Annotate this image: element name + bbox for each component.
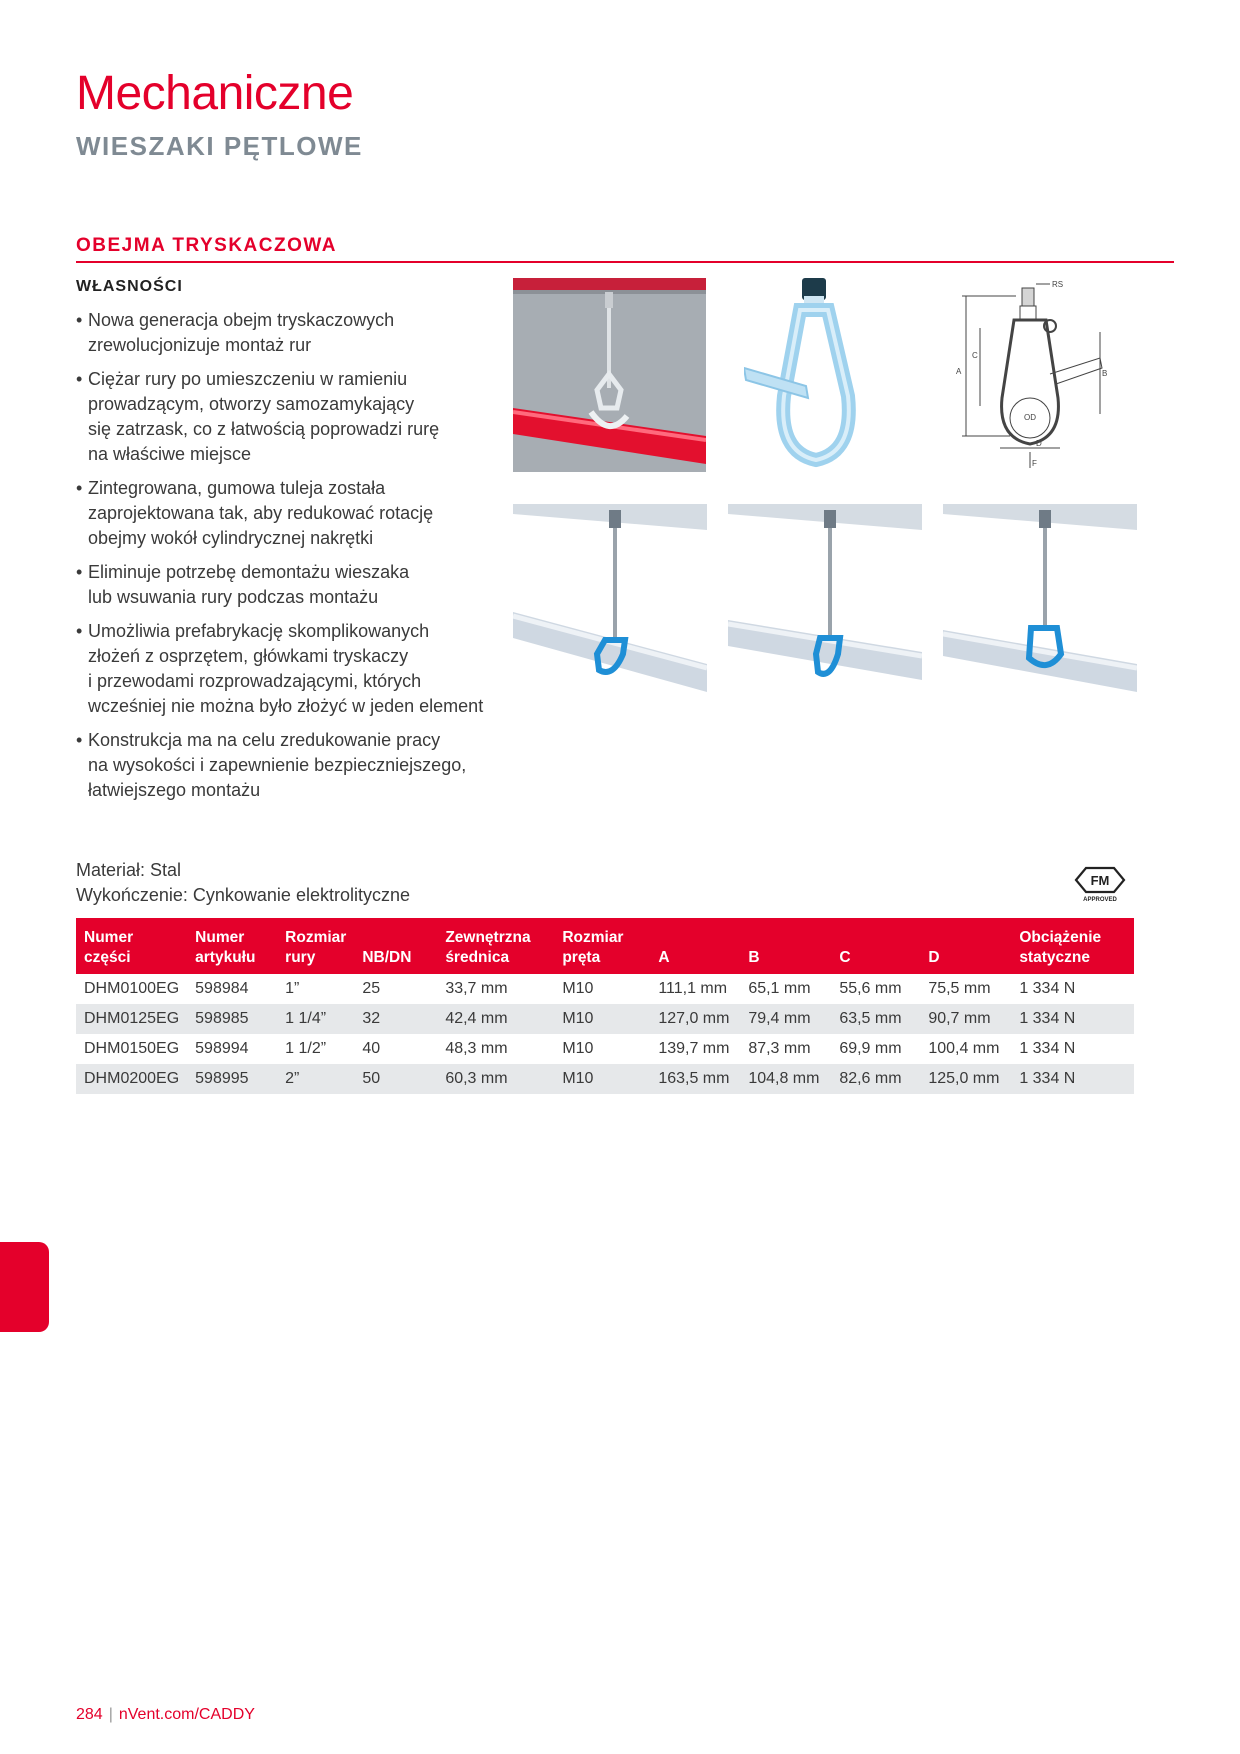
cell-outer-diameter: 33,7 mm — [445, 980, 508, 997]
feature-item: • Eliminuje potrzebę demontażu wieszaka lub wsuwania rury podczas montażu — [76, 560, 516, 610]
cell-rod-size: M10 — [554, 1064, 650, 1094]
cell-d: 90,7 mm — [920, 1004, 1011, 1034]
fm-approved-logo — [1068, 860, 1132, 904]
svg-text:C: C — [972, 351, 978, 360]
cell-c: 69,9 mm — [839, 1040, 902, 1057]
cell-pipe-size: 1” — [285, 980, 300, 997]
product-title: OBEJMA TRYSKACZOWA — [76, 235, 337, 256]
cell-c: 55,6 mm — [839, 980, 902, 997]
cell-b: 79,4 mm — [740, 1004, 831, 1034]
col-a: A — [650, 918, 740, 974]
specification-table — [76, 918, 1134, 1094]
cell-pipe-size: 2” — [277, 1064, 354, 1094]
col-part-number: Numer części — [76, 918, 187, 974]
cell-b: 104,8 mm — [740, 1064, 831, 1094]
col-nb-dn: NB/DN — [354, 918, 437, 974]
footer-separator: | — [108, 1706, 113, 1723]
cell-article-number: 598995 — [187, 1064, 277, 1094]
cell-nb-dn: 32 — [354, 1004, 437, 1034]
cell-pipe-size: 1 1/2” — [285, 1040, 327, 1057]
cell-nb-dn: 25 — [362, 980, 381, 997]
installed-hanger-photo — [513, 278, 706, 472]
material-line: Materiał: Stal — [76, 860, 182, 880]
cell-nb-dn: 40 — [362, 1040, 381, 1057]
svg-text:OD: OD — [1024, 413, 1036, 422]
cell-a: 127,0 mm — [650, 1004, 740, 1034]
side-chapter-tab — [0, 1242, 49, 1332]
feature-item: • Zintegrowana, gumowa tuleja została zaprojektowana tak, aby redukować rotację obejmy wokół cylindrycznej nakrętki — [76, 476, 516, 551]
cell-outer-diameter: 42,4 mm — [437, 1004, 554, 1034]
cell-c: 63,5 mm — [831, 1004, 920, 1034]
col-article-number: Numer artykułu — [187, 918, 277, 974]
cell-a: 163,5 mm — [650, 1064, 740, 1094]
footer-website-link[interactable]: nVent.com/CADDY — [118, 1706, 255, 1723]
page-number: 284 — [76, 1706, 103, 1723]
cell-d: 75,5 mm — [928, 980, 991, 997]
cell-a: 111,1 mm — [658, 980, 728, 997]
cell-static-load: 1 334 N — [1011, 1064, 1134, 1094]
svg-text:RS: RS — [1052, 280, 1064, 289]
category-title: Mechaniczne — [76, 67, 354, 120]
installation-step-2-image — [728, 504, 922, 699]
loop-hanger-product-photo — [744, 276, 894, 476]
col-rod-size: Rozmiar pręta — [554, 918, 650, 974]
cell-static-load: 1 334 N — [1019, 980, 1076, 997]
dimension-drawing — [950, 278, 1120, 478]
finish-line: Wykończenie: Cynkowanie elektrolityczne — [76, 885, 410, 905]
table-row — [76, 1034, 1134, 1064]
cell-part-number: DHM0125EG — [76, 1004, 187, 1034]
svg-text:D: D — [1036, 439, 1042, 448]
cell-article-number: 598984 — [195, 980, 249, 997]
cell-pipe-size: 1 1/4” — [277, 1004, 354, 1034]
cell-nb-dn: 50 — [354, 1064, 437, 1094]
cell-rod-size: M10 — [562, 1040, 594, 1057]
cell-article-number: 598994 — [195, 1040, 249, 1057]
cell-rod-size: M10 — [554, 1004, 650, 1034]
feature-item: • Ciężar rury po umieszczeniu w ramieniu prowadzącym, otworzy samozamykający się zatrzask, co z łatwością poprowadzi rurę na właściwe miejsce — [76, 367, 516, 467]
cell-a: 139,7 mm — [658, 1040, 730, 1057]
cell-static-load: 1 334 N — [1019, 1040, 1076, 1057]
svg-text:B: B — [1102, 369, 1108, 378]
section-divider — [76, 261, 1174, 263]
cell-article-number: 598985 — [187, 1004, 277, 1034]
cell-b: 87,3 mm — [748, 1040, 811, 1057]
table-header-row — [76, 918, 1134, 974]
cell-outer-diameter: 48,3 mm — [445, 1040, 508, 1057]
cell-c: 82,6 mm — [831, 1064, 920, 1094]
cell-d: 100,4 mm — [928, 1040, 1000, 1057]
cell-part-number: DHM0200EG — [76, 1064, 187, 1094]
cell-part-number: DHM0100EG — [84, 980, 180, 997]
page-footer — [76, 1706, 255, 1724]
material-info — [76, 858, 410, 908]
properties-heading: WŁASNOŚCI — [76, 278, 183, 295]
col-b: B — [740, 918, 831, 974]
table-row — [76, 974, 1134, 1004]
cell-static-load: 1 334 N — [1011, 1004, 1134, 1034]
col-d: D — [920, 918, 1011, 974]
feature-item: • Konstrukcja ma na celu zredukowanie pracy na wysokości i zapewnienie bezpieczniejszego, łatwiejszego montażu — [76, 728, 516, 803]
feature-item: • Nowa generacja obejm tryskaczowych zrewolucjonizuje montaż rur — [76, 308, 516, 358]
installation-step-3-image — [943, 504, 1137, 699]
col-static-load: Obciążenie statyczne — [1011, 918, 1134, 974]
feature-list — [76, 308, 516, 812]
cell-outer-diameter: 60,3 mm — [437, 1064, 554, 1094]
svg-text:F: F — [1032, 459, 1037, 468]
subcategory-title: WIESZAKI PĘTLOWE — [76, 131, 363, 161]
installation-step-1-image — [513, 504, 707, 699]
svg-text:A: A — [956, 367, 962, 376]
table-row — [76, 1004, 1134, 1034]
cell-rod-size: M10 — [562, 980, 594, 997]
cell-part-number: DHM0150EG — [84, 1040, 180, 1057]
cell-b: 65,1 mm — [748, 980, 811, 997]
feature-item: • Umożliwia prefabrykację skomplikowanych złożeń z osprzętem, główkami tryskaczy i przewodami rozprowadzającymi, których wcześniej nie można było złożyć w jeden element — [76, 619, 516, 719]
col-pipe-size: Rozmiar rury — [277, 918, 354, 974]
table-row — [76, 1064, 1134, 1094]
svg-text:FM: FM — [1090, 873, 1110, 888]
col-outer-diameter: Zewnętrzna średnica — [437, 918, 554, 974]
svg-text:APPROVED: APPROVED — [1083, 897, 1117, 903]
col-c: C — [831, 918, 920, 974]
cell-d: 125,0 mm — [920, 1064, 1011, 1094]
